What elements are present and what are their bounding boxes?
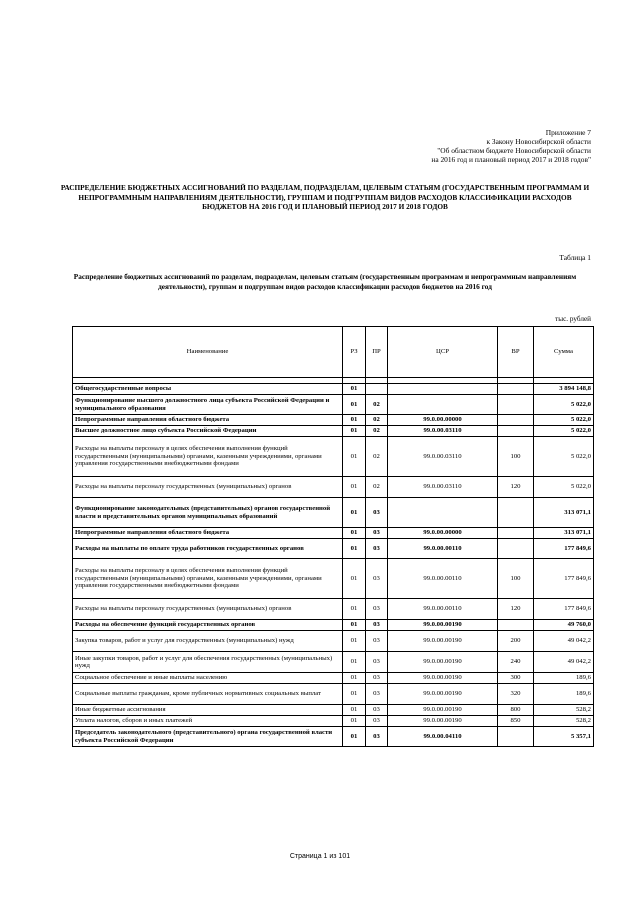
- column-header-vr: ВР: [498, 327, 534, 378]
- cell-csr: [388, 395, 498, 415]
- cell-csr: 99.0.00.00190: [388, 652, 498, 673]
- cell-vr: 800: [498, 705, 534, 716]
- cell-rz: 01: [343, 528, 366, 539]
- cell-csr: 99.0.00.03110: [388, 477, 498, 498]
- cell-pr: 03: [366, 599, 388, 620]
- cell-pr: 03: [366, 631, 388, 652]
- cell-name: Высшее должностное лицо субъекта Российской Федерации: [73, 426, 343, 437]
- table-row: [73, 384, 594, 395]
- column-header-name: Наименование: [73, 327, 343, 378]
- cell-rz: 01: [343, 539, 366, 559]
- column-header-rz: РЗ: [343, 327, 366, 378]
- table-row: [73, 684, 594, 705]
- cell-pr: 03: [366, 498, 388, 528]
- cell-sum: 5 022,0: [534, 415, 594, 426]
- cell-pr: 02: [366, 426, 388, 437]
- cell-sum: 49 760,0: [534, 620, 594, 631]
- cell-name: Иные бюджетные ассигнования: [73, 705, 343, 716]
- cell-csr: 99.0.00.00110: [388, 559, 498, 599]
- cell-pr: 03: [366, 620, 388, 631]
- cell-sum: 313 071,1: [534, 498, 594, 528]
- cell-vr: [498, 620, 534, 631]
- column-header-pr: ПР: [366, 327, 388, 378]
- cell-rz: 01: [343, 437, 366, 477]
- cell-pr: 03: [366, 673, 388, 684]
- cell-rz: 01: [343, 415, 366, 426]
- cell-vr: [498, 426, 534, 437]
- cell-rz: 01: [343, 727, 366, 747]
- appendix-line: "Об областном бюджете Новосибирской области: [437, 146, 591, 156]
- cell-vr: [498, 395, 534, 415]
- cell-sum: 5 357,1: [534, 727, 594, 747]
- table-row: [73, 705, 594, 716]
- cell-vr: 850: [498, 716, 534, 727]
- cell-vr: 120: [498, 477, 534, 498]
- cell-csr: 99.0.00.00110: [388, 539, 498, 559]
- cell-rz: 01: [343, 652, 366, 673]
- appendix-line: к Закону Новосибирской области: [486, 137, 591, 147]
- cell-rz: 01: [343, 395, 366, 415]
- cell-pr: 03: [366, 528, 388, 539]
- cell-csr: 99.0.00.00000: [388, 415, 498, 426]
- table-row: [73, 539, 594, 559]
- cell-vr: [498, 727, 534, 747]
- cell-name: Закупка товаров, работ и услуг для государственных (муниципальных) нужд: [73, 631, 343, 652]
- cell-name: Расходы на выплаты по оплате труда работников государственных органов: [73, 539, 343, 559]
- budget-table: [72, 326, 594, 747]
- cell-sum: 189,6: [534, 684, 594, 705]
- table-header-row: [73, 327, 594, 378]
- cell-vr: [498, 528, 534, 539]
- column-header-csr: ЦСР: [388, 327, 498, 378]
- cell-vr: [498, 384, 534, 395]
- table-row: [73, 437, 594, 477]
- cell-sum: 189,6: [534, 673, 594, 684]
- table-row: [73, 652, 594, 673]
- table-row: [73, 631, 594, 652]
- appendix-note: [331, 128, 591, 164]
- cell-csr: 99.0.00.00190: [388, 673, 498, 684]
- table-row: [73, 673, 594, 684]
- cell-csr: [388, 384, 498, 395]
- cell-csr: 99.0.00.00110: [388, 599, 498, 620]
- cell-name: Расходы на обеспечение функций государственных органов: [73, 620, 343, 631]
- cell-csr: 99.0.00.03110: [388, 437, 498, 477]
- table-row: [73, 395, 594, 415]
- cell-sum: 49 042,2: [534, 631, 594, 652]
- cell-sum: 5 022,0: [534, 477, 594, 498]
- cell-name: Расходы на выплаты персоналу в целях обеспечения выполнения функций государственными (муниципальными) органами, казенными учреждениями, органами управления государственными внебюджетными фондами: [73, 559, 343, 599]
- cell-sum: 5 022,0: [534, 426, 594, 437]
- cell-rz: 01: [343, 498, 366, 528]
- cell-rz: 01: [343, 684, 366, 705]
- cell-pr: 03: [366, 727, 388, 747]
- table-row: [73, 716, 594, 727]
- appendix-line: на 2016 год и плановый период 2017 и 2018 годов": [431, 155, 591, 165]
- cell-pr: 02: [366, 437, 388, 477]
- table-number: Таблица 1: [559, 253, 591, 262]
- cell-csr: [388, 498, 498, 528]
- cell-pr: 03: [366, 684, 388, 705]
- cell-name: Председатель законодательного (представительного) органа государственной власти субъекта Российской Федерации: [73, 727, 343, 747]
- units-label: тыс. рублей: [555, 315, 591, 323]
- table-row: [73, 528, 594, 539]
- cell-csr: 99.0.00.00190: [388, 620, 498, 631]
- table-row: [73, 559, 594, 599]
- cell-sum: 5 022,0: [534, 437, 594, 477]
- cell-rz: 01: [343, 599, 366, 620]
- page-footer: Страница 1 из 101: [289, 853, 351, 860]
- cell-vr: [498, 498, 534, 528]
- cell-name: Социальное обеспечение и иные выплаты населению: [73, 673, 343, 684]
- cell-name: Уплата налогов, сборов и иных платежей: [73, 716, 343, 727]
- cell-rz: 01: [343, 705, 366, 716]
- cell-name: Непрограммные направления областного бюджета: [73, 528, 343, 539]
- cell-rz: 01: [343, 631, 366, 652]
- cell-rz: 01: [343, 477, 366, 498]
- cell-rz: 01: [343, 559, 366, 599]
- cell-rz: 01: [343, 426, 366, 437]
- cell-vr: 200: [498, 631, 534, 652]
- cell-rz: 01: [343, 673, 366, 684]
- cell-vr: 240: [498, 652, 534, 673]
- cell-pr: 02: [366, 415, 388, 426]
- table-row: [73, 599, 594, 620]
- cell-csr: 99.0.00.00190: [388, 684, 498, 705]
- cell-rz: 01: [343, 384, 366, 395]
- cell-name: Функционирование высшего должностного лица субъекта Российской Федерации и муниципального образования: [73, 395, 343, 415]
- cell-vr: 320: [498, 684, 534, 705]
- cell-name: Иные закупки товаров, работ и услуг для обеспечения государственных (муниципальных) нужд: [73, 652, 343, 673]
- cell-vr: 120: [498, 599, 534, 620]
- cell-sum: 177 849,6: [534, 539, 594, 559]
- cell-pr: 02: [366, 395, 388, 415]
- cell-name: Социальные выплаты гражданам, кроме публичных нормативных социальных выплат: [73, 684, 343, 705]
- table-row: [73, 426, 594, 437]
- cell-name: Расходы на выплаты персоналу в целях обеспечения выполнения функций государственными (муниципальными) органами, казенными учреждениями, органами управления государственными внебюджетными фондами: [73, 437, 343, 477]
- cell-csr: 99.0.00.00190: [388, 705, 498, 716]
- cell-vr: [498, 415, 534, 426]
- cell-name: Расходы на выплаты персоналу государственных (муниципальных) органов: [73, 599, 343, 620]
- cell-vr: 100: [498, 559, 534, 599]
- cell-name: Общегосударственные вопросы: [73, 384, 343, 395]
- cell-csr: 99.0.00.00000: [388, 528, 498, 539]
- cell-pr: [366, 384, 388, 395]
- document-title: РАСПРЕДЕЛЕНИЕ БЮДЖЕТНЫХ АССИГНОВАНИЙ ПО РАЗДЕЛАМ, ПОДРАЗДЕЛАМ, ЦЕЛЕВЫМ СТАТЬЯМ (ГОСУДАРСТВЕННЫМ ПРОГРАММАМ И НЕПРОГРАММНЫМ НАПРАВЛЕНИЯМ ДЕЯТЕЛЬНОСТИ), ГРУППАМ И ПОДГРУППАМ ВИДОВ РАСХОДОВ КЛАССИФИКАЦИИ РАСХОДОВ БЮДЖЕТОВ НА 2016 ГОД И ПЛАНОВЫЙ ПЕРИОД 2017 И 2018 ГОДОВ: [60, 183, 590, 212]
- cell-name: Расходы на выплаты персоналу государственных (муниципальных) органов: [73, 477, 343, 498]
- cell-vr: 300: [498, 673, 534, 684]
- table-row: [73, 727, 594, 747]
- appendix-line: Приложение 7: [545, 128, 591, 137]
- cell-sum: 5 022,0: [534, 395, 594, 415]
- cell-pr: 03: [366, 652, 388, 673]
- cell-pr: 03: [366, 716, 388, 727]
- cell-sum: 528,2: [534, 705, 594, 716]
- cell-csr: 99.0.00.03110: [388, 426, 498, 437]
- cell-sum: 49 042,2: [534, 652, 594, 673]
- cell-pr: 03: [366, 559, 388, 599]
- cell-name: Функционирование законодательных (представительных) органов государственной власти и представительных органов муниципальных образований: [73, 498, 343, 528]
- table-row: [73, 498, 594, 528]
- table-row: [73, 415, 594, 426]
- table-row: [73, 620, 594, 631]
- table-subtitle: Распределение бюджетных ассигнований по разделам, подразделам, целевым статьям (государственным программам и непрограммным направлениям деятельности), группам и подгруппам видов расходов классификации расходов бюджетов на 2016 год: [73, 272, 577, 291]
- cell-pr: 03: [366, 705, 388, 716]
- cell-sum: 528,2: [534, 716, 594, 727]
- cell-sum: 313 071,1: [534, 528, 594, 539]
- cell-csr: 99.0.00.00190: [388, 631, 498, 652]
- cell-pr: 03: [366, 539, 388, 559]
- cell-pr: 02: [366, 477, 388, 498]
- cell-csr: 99.0.00.04110: [388, 727, 498, 747]
- cell-vr: [498, 539, 534, 559]
- cell-rz: 01: [343, 716, 366, 727]
- cell-sum: 177 849,6: [534, 559, 594, 599]
- cell-sum: 3 894 148,8: [534, 384, 594, 395]
- cell-rz: 01: [343, 620, 366, 631]
- cell-vr: 100: [498, 437, 534, 477]
- cell-csr: 99.0.00.00190: [388, 716, 498, 727]
- cell-sum: 177 849,6: [534, 599, 594, 620]
- column-header-sum: Сумма: [534, 327, 594, 378]
- cell-name: Непрограммные направления областного бюджета: [73, 415, 343, 426]
- table-row: [73, 477, 594, 498]
